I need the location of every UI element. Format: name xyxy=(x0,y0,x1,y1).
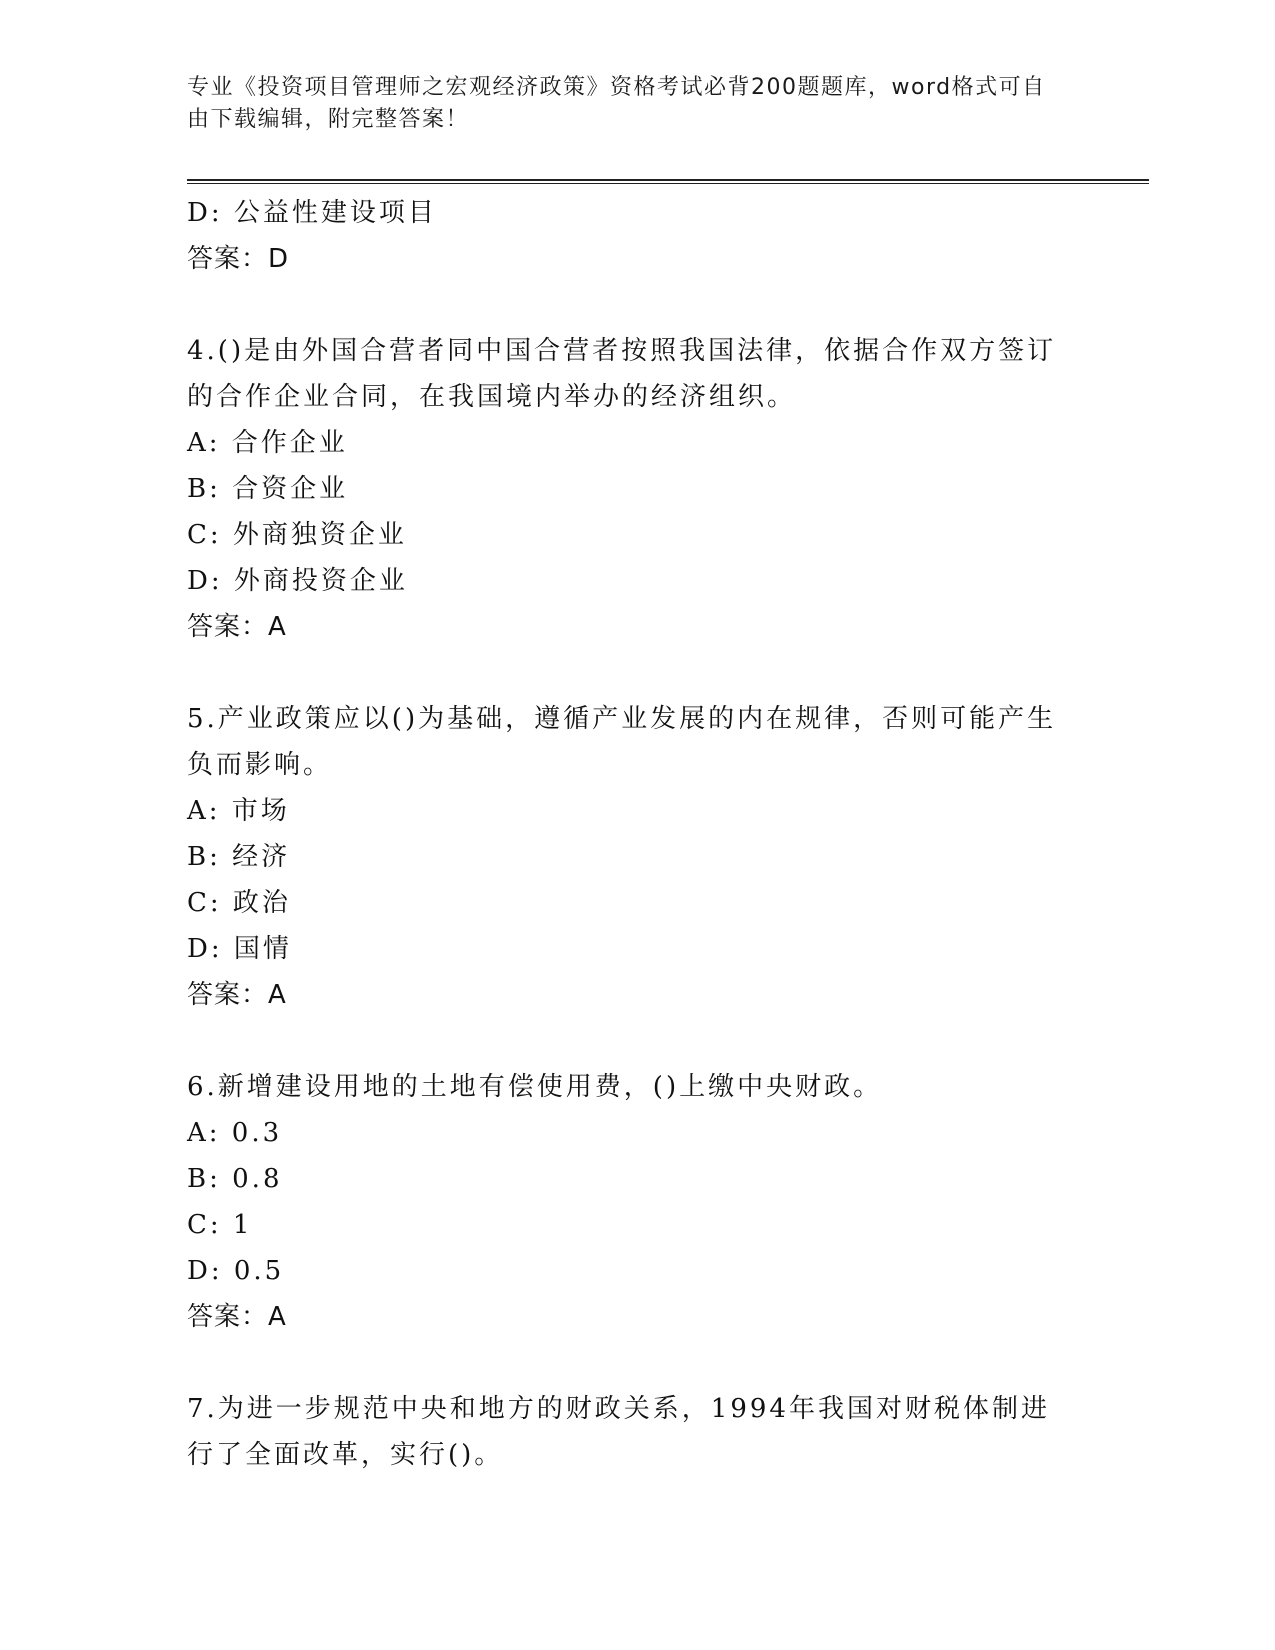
page-header xyxy=(187,72,1067,136)
question-5 xyxy=(187,696,1067,1018)
option-b: B: 合资企业 xyxy=(187,474,349,504)
question-3-continued xyxy=(187,190,1067,282)
header-divider xyxy=(187,179,1149,181)
answer-line: 答案：A xyxy=(187,1302,287,1332)
question-7 xyxy=(187,1386,1067,1478)
option-d: D: 0.5 xyxy=(187,1256,285,1286)
option-a: A: 合作企业 xyxy=(187,428,348,458)
answer-line: 答案：D xyxy=(187,244,290,274)
option-a: A: 0.3 xyxy=(187,1118,283,1148)
option-c: C: 政治 xyxy=(187,888,291,918)
question-6 xyxy=(187,1064,1067,1340)
option-b: B: 经济 xyxy=(187,842,291,872)
header-title: 专业《投资项目管理师之宏观经济政策》资格考试必背200题题库，word格式可自由下载编辑，附完整答案！ xyxy=(187,75,1046,132)
question-stem: 7.为进一步规范中央和地方的财政关系，1994年我国对财税体制进行了全面改革，实行()。 xyxy=(187,1394,1050,1470)
option-d: D: 公益性建设项目 xyxy=(187,198,437,228)
option-c: C: 1 xyxy=(187,1210,253,1240)
option-d: D: 国情 xyxy=(187,934,292,964)
question-stem: 5.产业政策应以()为基础，遵循产业发展的内在规律，否则可能产生负而影响。 xyxy=(187,704,1057,780)
question-stem: 4.()是由外国合营者同中国合营者按照我国法律，依据合作双方签订的合作企业合同，在我国境内举办的经济组织。 xyxy=(187,336,1057,412)
option-b: B: 0.8 xyxy=(187,1164,283,1194)
option-a: A: 市场 xyxy=(187,796,290,826)
option-d: D: 外商投资企业 xyxy=(187,566,408,596)
answer-line: 答案：A xyxy=(187,980,287,1010)
question-list xyxy=(187,190,1067,1478)
question-stem: 6.新增建设用地的土地有偿使用费，()上缴中央财政。 xyxy=(187,1072,883,1102)
question-4 xyxy=(187,328,1067,650)
answer-line: 答案：A xyxy=(187,612,287,642)
option-c: C: 外商独资企业 xyxy=(187,520,407,550)
header-divider-thin xyxy=(187,183,1149,184)
